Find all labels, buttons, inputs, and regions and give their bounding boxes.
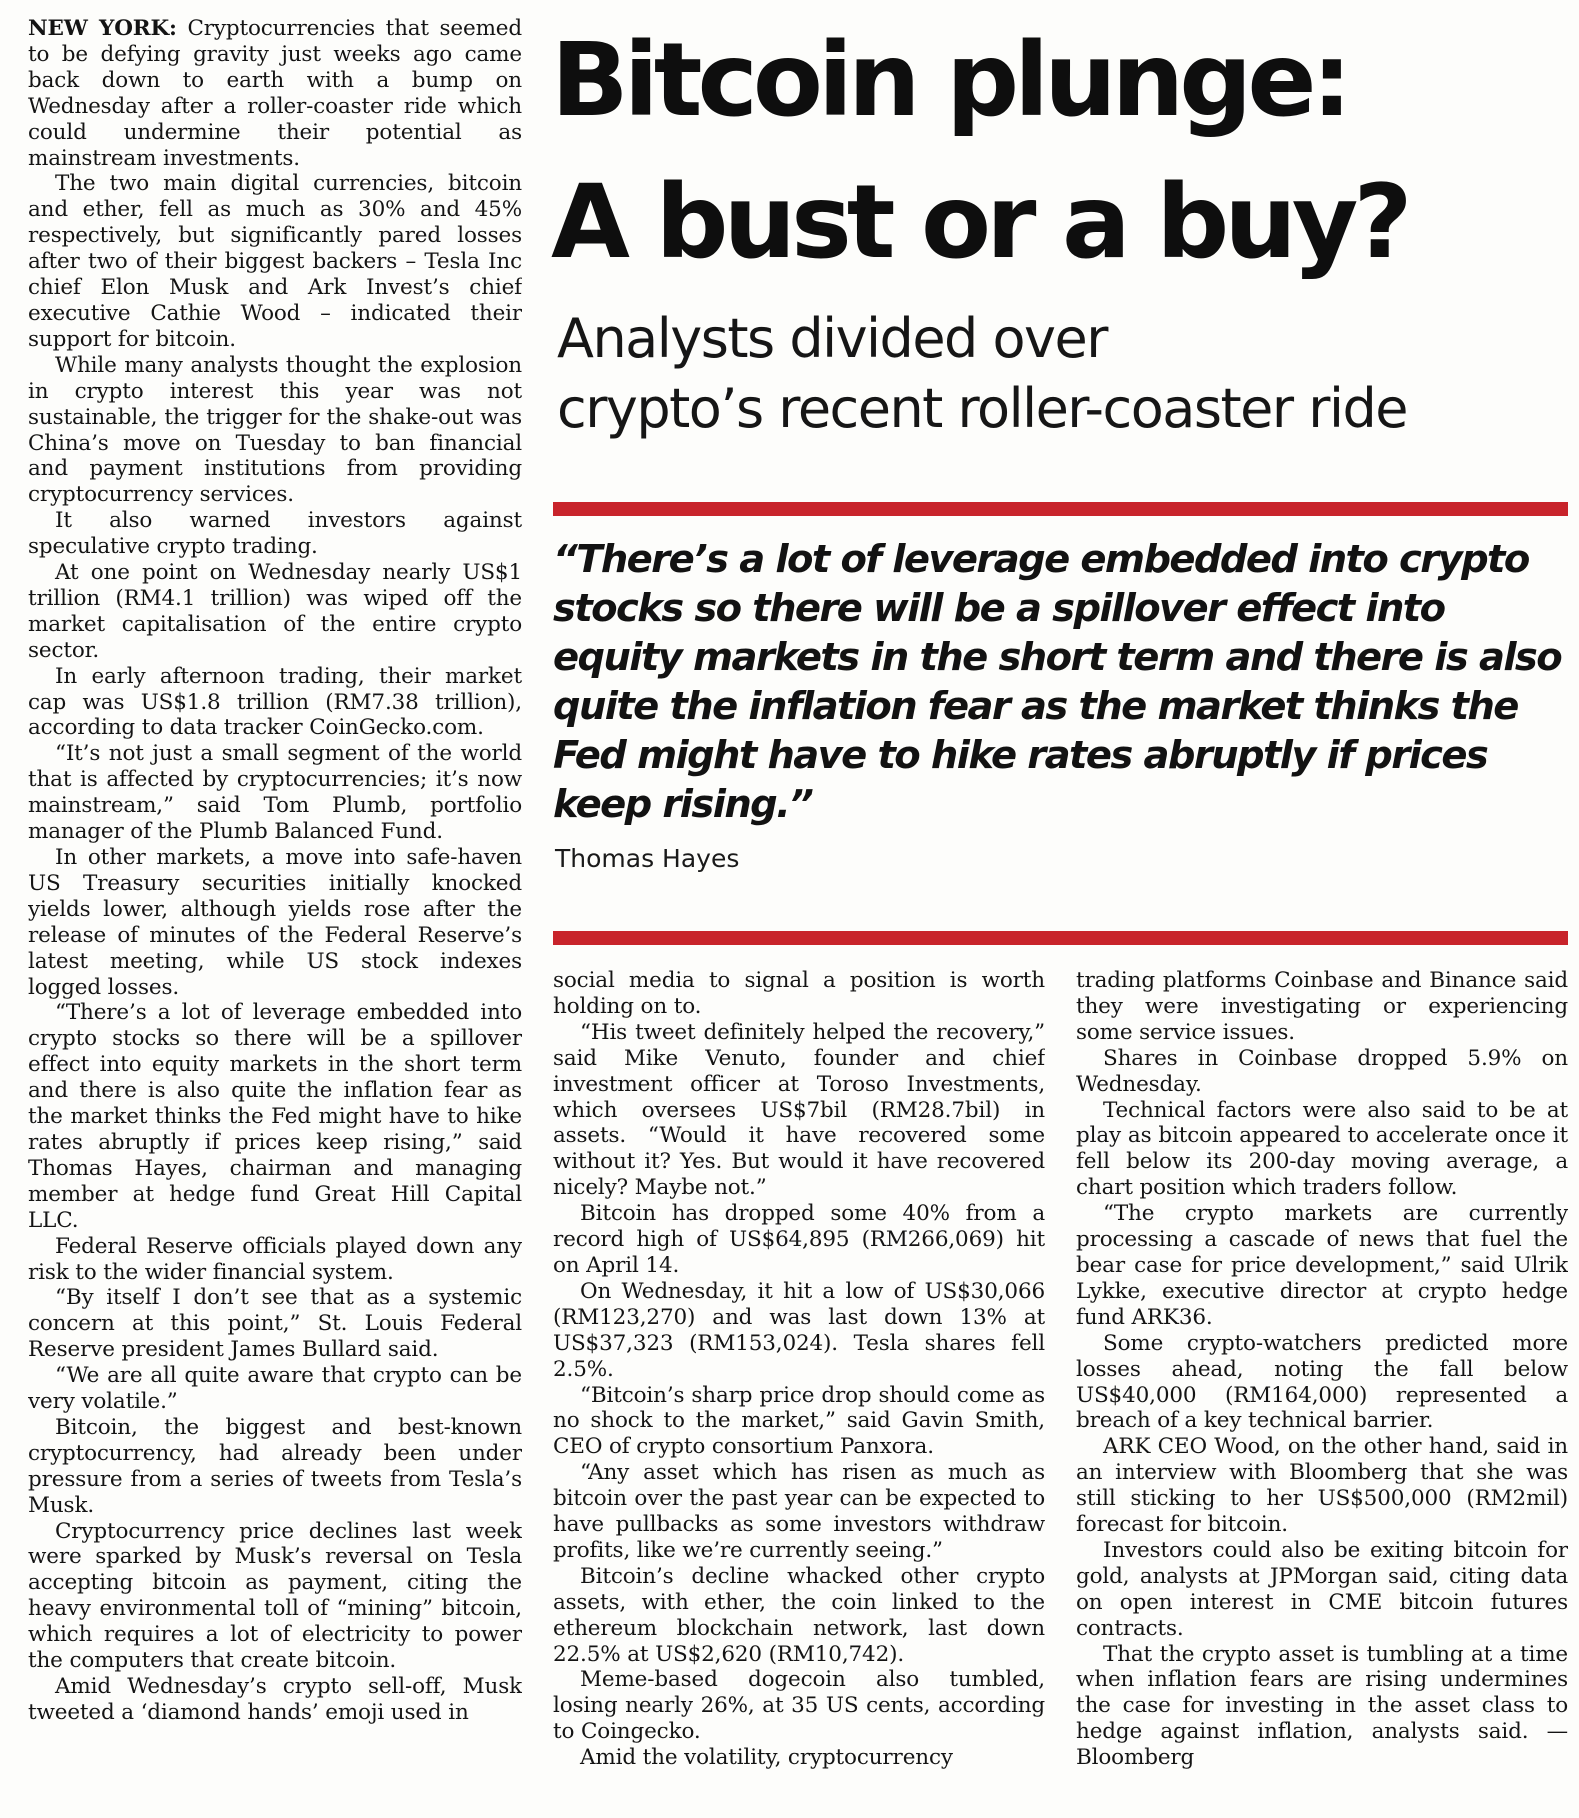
article-paragraph: “His tweet definitely helped the recovery,” said Mike Venuto, founder and chief investment officer at Toroso Investments, which oversees US$7bil (RM28.7bil) in assets. “Would it have recovered some without it? Yes. But would it have recovered nicely? Maybe not.” xyxy=(553,1019,1045,1201)
article-paragraph: “Any asset which has risen as much as bitcoin over the past year can be expected to have pullbacks as some investors withdraw profits, like we’re currently seeing.” xyxy=(553,1460,1045,1563)
article-paragraph: Technical factors were also said to be at play as bitcoin appeared to accelerate once it fell below its 200-day moving average, a chart position which traders follow. xyxy=(1076,1097,1568,1201)
red-divider-bottom xyxy=(553,931,1568,945)
article-paragraph: “The crypto markets are currently processing a cascade of news that fuel the bear case for price development,” said Ulrik Lykke, executive director at crypto hedge fund ARK36. xyxy=(1076,1201,1568,1330)
subheadline-line-1: Analysts divided over xyxy=(557,307,1107,370)
article-paragraph: On Wednesday, it hit a low of US$30,066 (RM123,270) and was last down 13% at US$37,323 (RM153,024). Tesla shares fell 2.5%. xyxy=(553,1278,1045,1382)
headline-line-1: Bitcoin plunge: xyxy=(551,21,1348,140)
article-paragraph: social media to signal a position is worth holding on to. xyxy=(553,968,1045,1019)
article-paragraph: trading platforms Coinbase and Binance said they were investigating or experiencing some service issues. xyxy=(1076,968,1568,1045)
article-column-3 xyxy=(1076,968,1568,1788)
article-column-2 xyxy=(553,968,1045,1788)
article-paragraph: Bitcoin, the biggest and best-known cryptocurrency, had already been under pressure from a series of tweets from Tesla’s Musk. xyxy=(28,1414,522,1518)
article-paragraph: Amid the volatility, cryptocurrency xyxy=(580,1745,953,1771)
article-paragraph: “By itself I don’t see that as a systemic concern at this point,” St. Louis Federal Reserve president James Bullard said. xyxy=(28,1285,522,1363)
article-paragraph: Meme-based dogecoin also tumbled, losing nearly 26%, at 35 US cents, according to Coingecko. xyxy=(553,1667,1045,1745)
headline xyxy=(551,10,1571,294)
article-paragraph: The two main digital currencies, bitcoin and ether, fell as much as 30% and 45% respectively, but significantly pared losses after two of their biggest backers – Tesla Inc chief Elon Musk and Ark Invest’s chief executive Cathie Wood – indicated their support for bitcoin. xyxy=(28,171,522,352)
red-divider-top xyxy=(553,502,1568,516)
article-paragraph: Bitcoin’s decline whacked other crypto assets, with ether, the coin linked to the ethereum blockchain network, last down 22.5% at US$2,620 (RM10,742). xyxy=(553,1563,1045,1667)
subheadline xyxy=(557,304,1557,444)
article-paragraph: That the crypto asset is tumbling at a time when inflation fears are rising undermines the case for investing in the asset class to hedge against inflation, analysts said. — Bloomberg xyxy=(1076,1641,1568,1771)
article-paragraph: “It’s not just a small segment of the world that is affected by cryptocurrencies; it’s now mainstream,” said Tom Plumb, portfolio manager of the Plumb Balanced Fund. xyxy=(28,741,522,845)
article-paragraph: Bitcoin has dropped some 40% from a record high of US$64,895 (RM266,069) hit on April 14. xyxy=(553,1201,1045,1278)
lead-text: Cryptocurrencies that seemed to be defying gravity just weeks ago came back down to earth with a bump on Wednesday after a roller-coaster ride which could undermine their potential as mainstream investments. xyxy=(28,16,522,171)
article-column-1 xyxy=(28,16,522,1788)
article-paragraph: Investors could also be exiting bitcoin for gold, analysts at JPMorgan said, citing data on open interest in CME bitcoin futures contracts. xyxy=(1076,1537,1568,1641)
article-paragraph: In other markets, a move into safe-haven US Treasury securities initially knocked yields lower, although yields rose after the release of minutes of the Federal Reserve’s latest meeting, while US stock indexes logged losses. xyxy=(28,845,522,1000)
article-paragraph: “Bitcoin’s sharp price drop should come as no shock to the market,” said Gavin Smith, CEO of crypto consortium Panxora. xyxy=(553,1382,1045,1460)
pull-quote-attribution: Thomas Hayes xyxy=(555,844,740,873)
article-paragraph: Shares in Coinbase dropped 5.9% on Wednesday. xyxy=(1076,1045,1568,1097)
article-paragraph: At one point on Wednesday nearly US$1 trillion (RM4.1 trillion) was wiped off the market capitalisation of the entire crypto sector. xyxy=(28,560,522,663)
subheadline-line-2: crypto’s recent roller-coaster ride xyxy=(557,377,1407,440)
article-paragraph: “We are all quite aware that crypto can be very volatile.” xyxy=(28,1363,522,1415)
pull-quote: “There’s a lot of leverage embedded into crypto stocks so there will be a spillover effect into equity markets in the short term and there is also quite the inflation fear as the market thinks the Fed might have to hike rates abruptly if prices keep rising.” xyxy=(553,537,1562,827)
article-paragraph: While many analysts thought the explosion in crypto interest this year was not sustainable, the trigger for the shake-out was China’s move on Tuesday to ban financial and payment institutions from providing cryptocurrency services. xyxy=(28,352,522,508)
dateline: NEW YORK: xyxy=(28,16,177,41)
article-paragraph: ARK CEO Wood, on the other hand, said in an interview with Bloomberg that she was still sticking to her US$500,000 (RM2mil) forecast for bitcoin. xyxy=(1076,1434,1568,1538)
article-paragraph: Cryptocurrency price declines last week were sparked by Musk’s reversal on Tesla accepting bitcoin as payment, citing the heavy environmental toll of “mining” bitcoin, which requires a lot of electricity to power the computers that create bitcoin. xyxy=(28,1518,522,1674)
article-paragraph: It also warned investors against speculative crypto trading. xyxy=(28,508,522,560)
article-paragraph: In early afternoon trading, their market cap was US$1.8 trillion (RM7.38 trillion), according to data tracker CoinGecko.com. xyxy=(28,663,522,741)
headline-line-2: A bust or a buy? xyxy=(551,163,1408,282)
article-paragraph xyxy=(28,16,522,171)
article-paragraph: Amid Wednesday’s crypto sell-off, Musk tweeted a ‘diamond hands’ emoji used in xyxy=(28,1674,522,1725)
article-paragraph: “There’s a lot of leverage embedded into crypto stocks so there will be a spillover effect into equity markets in the short term and there is also quite the inflation fear as the market thinks the Fed might have to hike rates abruptly if prices keep rising,” said Thomas Hayes, chairman and managing member at hedge fund Great Hill Capital LLC. xyxy=(28,1000,522,1233)
article-paragraph: Some crypto-watchers predicted more losses ahead, noting the fall below US$40,000 (RM164,000) represented a breach of a key technical barrier. xyxy=(1076,1330,1568,1434)
article-paragraph: Federal Reserve officials played down any risk to the wider financial system. xyxy=(28,1233,522,1285)
